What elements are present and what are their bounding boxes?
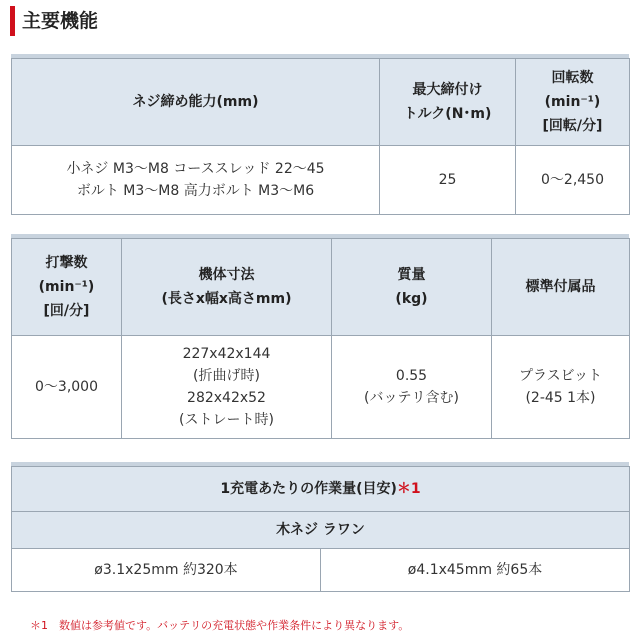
page-title: 主要機能 [22,10,99,32]
spec-table-capacity [11,58,630,215]
cell-mass: 0.55 (バッテリ含む) [332,336,492,439]
header-accessories: 標準付属品 [492,239,630,336]
header-impact: 打撃数 (min⁻¹) [回/分] [12,239,122,336]
header-workload: 1充電あたりの作業量(目安)＊1 [12,467,630,512]
header-speed: 回転数 (min⁻¹) [回転/分] [516,59,630,146]
footnote: ＊1 数値は参考値です。バッテリの充電状態や作業条件により異なります。 [30,619,410,632]
cell-torque: 25 [380,146,516,215]
footnote-mark: ＊1 [396,481,421,497]
header-wood-screw: 木ネジ ラワン [12,512,630,549]
spec-table-workload [11,466,630,592]
cell-dimensions: 227x42x144 (折曲げ時) 282x42x52 (ストレート時) [122,336,332,439]
cell-workload-small: ø3.1x25mm 約320本 [12,549,321,592]
spec-table-dimensions [11,238,630,439]
cell-impact: 0～3,000 [12,336,122,439]
title-accent-bar [10,6,15,36]
cell-accessories: プラスビット (2-45 1本) [492,336,630,439]
cell-speed: 0～2,450 [516,146,630,215]
header-torque: 最大締付け トルク(N･m) [380,59,516,146]
cell-workload-large: ø4.1x45mm 約65本 [321,549,630,592]
header-dimensions: 機体寸法 (長さx幅x高さmm) [122,239,332,336]
header-mass: 質量 (kg) [332,239,492,336]
header-capacity: ネジ締め能力(mm) [12,59,380,146]
cell-capacity: 小ネジ M3～M8 コーススレッド 22～45 ボルト M3～M8 高力ボルト M3～M6 [12,146,380,215]
